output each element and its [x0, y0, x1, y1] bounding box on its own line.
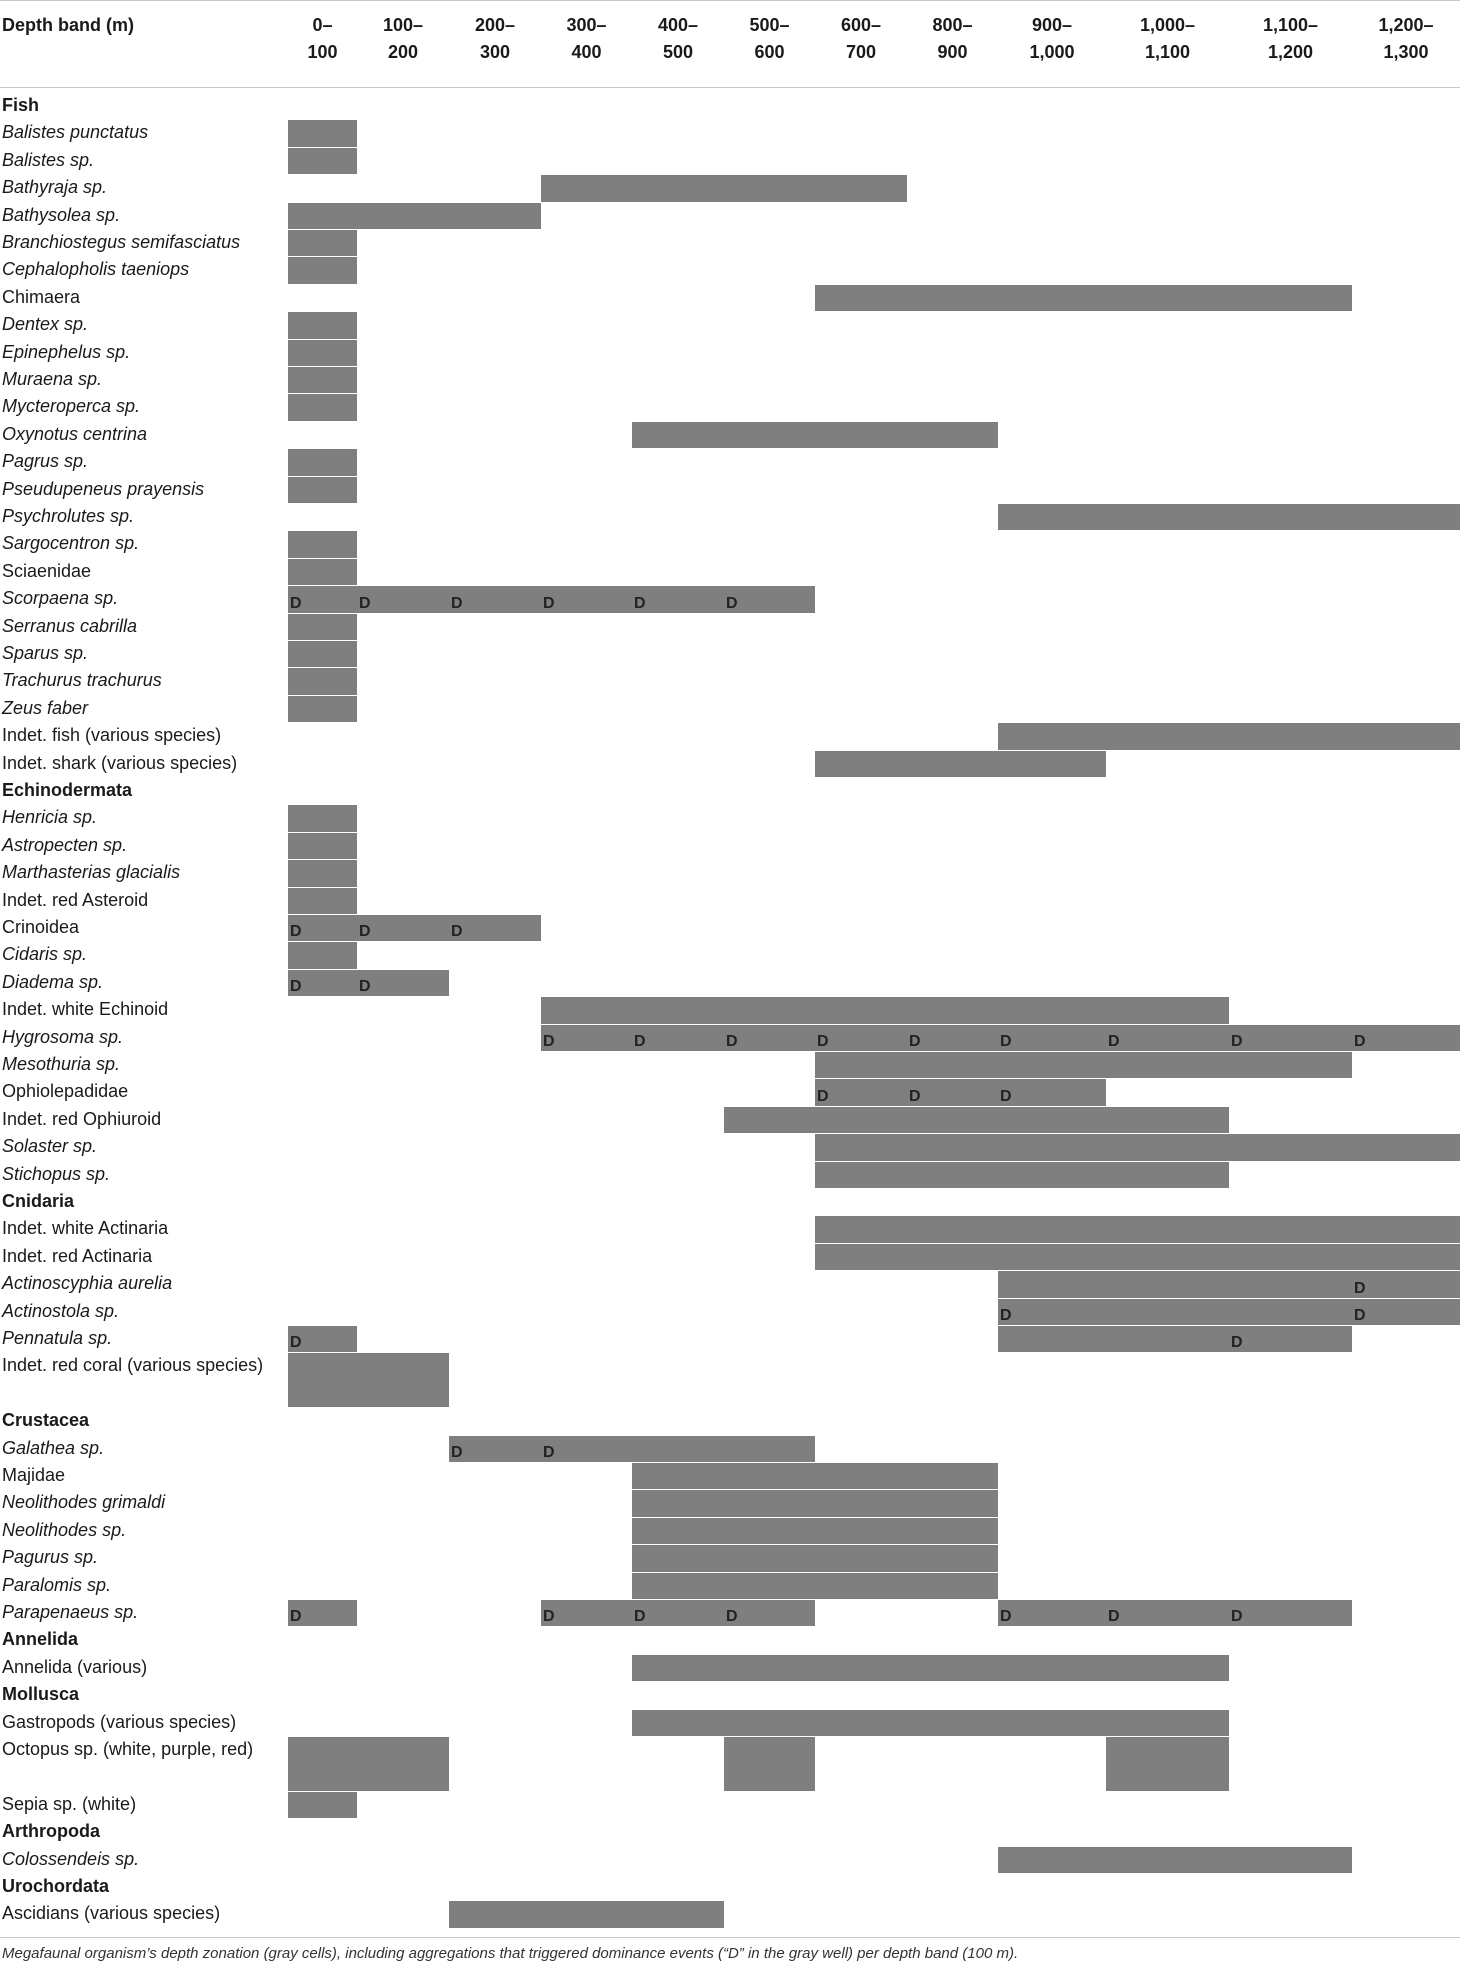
depth-range-cell — [288, 942, 357, 968]
taxon-label: Indet. white Actinaria — [2, 1218, 169, 1239]
dominance-marker: D — [1231, 1608, 1243, 1626]
taxon-label: Pagrus sp. — [2, 451, 89, 472]
dominance-marker: D — [290, 1608, 302, 1626]
taxon-label: Galathea sp. — [2, 1437, 105, 1458]
depth-range-cell — [288, 449, 357, 475]
taxon-label: Henricia sp. — [2, 807, 98, 828]
taxon-label: Dentex sp. — [2, 314, 89, 335]
dominance-marker: D — [451, 594, 463, 612]
dominance-marker: D — [726, 594, 738, 612]
taxon-label: Pagurus sp. — [2, 1547, 99, 1568]
dominance-marker: D — [290, 594, 302, 612]
depth-range-cell — [632, 1573, 998, 1599]
dominance-marker: D — [1354, 1279, 1366, 1297]
taxon-label: Indet. red Asteroid — [2, 889, 149, 910]
taxon-label: Stichopus sp. — [2, 1163, 111, 1184]
dominance-marker: D — [290, 923, 302, 941]
dominance-marker: D — [1108, 1033, 1120, 1050]
taxon-label: Zeus faber — [2, 697, 89, 718]
taxon-label: Gastropods (various species) — [2, 1711, 237, 1732]
depth-range-cell — [998, 504, 1460, 530]
taxon-label: Mesothuria sp. — [2, 1054, 121, 1074]
taxon-label: Indet. white Echinoid — [2, 999, 169, 1020]
dominance-marker: D — [1000, 1087, 1012, 1105]
depth-range-cell — [288, 120, 357, 146]
depth-range-cell — [288, 860, 357, 886]
taxon-label: Indet. red Actinaria — [2, 1245, 153, 1266]
depth-range-cell — [815, 1052, 1352, 1078]
table-top-rule — [0, 0, 1460, 1]
depth-range-cell — [288, 696, 357, 722]
depth-range-cell — [288, 833, 357, 859]
taxon-group-heading: Arthropoda — [2, 1821, 100, 1842]
taxon-label: Octopus sp. (white, purple, red) — [2, 1739, 254, 1759]
depth-range-cell — [449, 1436, 815, 1462]
dominance-marker: D — [1000, 1033, 1012, 1050]
taxon-group-heading: Mollusca — [2, 1684, 80, 1705]
dominance-marker: D — [451, 923, 463, 941]
depth-range-cell — [288, 888, 357, 914]
depth-range-cell — [998, 1271, 1460, 1297]
taxon-label: Indet. red coral (various species) — [2, 1355, 264, 1376]
taxon-label: Actinostola sp. — [2, 1300, 120, 1321]
dominance-marker: D — [359, 923, 371, 941]
dominance-marker: D — [1000, 1608, 1012, 1626]
depth-range-cell — [288, 477, 357, 503]
depth-range-cell — [632, 1463, 998, 1489]
taxon-label: Serranus cabrilla — [2, 615, 138, 636]
taxon-label: Indet. shark (various species) — [2, 752, 238, 773]
depth-range-cell — [632, 1518, 998, 1544]
dominance-marker: D — [1231, 1033, 1243, 1050]
depth-band-header: Depth band (m) — [2, 15, 134, 35]
taxon-label: Ascidians (various species) — [2, 1903, 221, 1924]
dominance-marker: D — [726, 1608, 738, 1626]
dominance-marker: D — [359, 594, 371, 612]
taxon-label: Ophiolepadidae — [2, 1081, 129, 1102]
depth-band-header-6: 500– 600 — [749, 15, 790, 62]
taxon-group-heading: Echinodermata — [2, 780, 133, 800]
taxon-label: Mycteroperca sp. — [2, 396, 141, 417]
depth-range-cell — [815, 1216, 1460, 1242]
depth-band-header-3: 200– 300 — [474, 15, 516, 62]
dominance-marker: D — [634, 1608, 646, 1626]
depth-range-cell — [288, 614, 357, 640]
dominance-marker: D — [817, 1033, 829, 1050]
taxon-group-heading: Fish — [2, 95, 40, 115]
dominance-marker: D — [909, 1033, 921, 1050]
taxon-label: Bathysolea sp. — [2, 204, 121, 225]
bottom-rule — [0, 1937, 1460, 1938]
depth-range-cell — [815, 751, 1106, 777]
taxon-label: Hygrosoma sp. — [2, 1026, 124, 1047]
depth-range-cell — [541, 175, 907, 201]
dominance-marker: D — [543, 1608, 555, 1626]
dominance-marker: D — [451, 1444, 463, 1461]
taxon-label: Diadema sp. — [2, 971, 104, 992]
depth-band-header-8: 800– 900 — [932, 15, 973, 62]
taxon-label: Colossendeis sp. — [2, 1848, 140, 1869]
taxon-label: Sciaenidae — [2, 560, 92, 581]
depth-range-cell — [815, 1079, 1106, 1105]
table-caption: Megafaunal organism’s depth zonation (gray cells), including aggregations that triggered dominance events (“D” in the gray well) per depth band (100 m). — [2, 1945, 1019, 1962]
dominance-marker: D — [543, 1033, 555, 1050]
dominance-marker: D — [634, 1033, 646, 1050]
depth-range-cell — [288, 148, 357, 174]
depth-range-cell — [541, 997, 1229, 1023]
taxon-label: Sparus sp. — [2, 643, 89, 663]
depth-band-header-7: 600– 700 — [840, 15, 882, 62]
taxon-label: Chimaera — [2, 286, 81, 307]
dominance-marker: D — [1354, 1307, 1366, 1324]
dominance-marker: D — [1000, 1307, 1012, 1324]
depth-range-cell — [288, 257, 357, 283]
depth-range-cell — [724, 1737, 815, 1791]
depth-range-cell — [288, 1353, 449, 1407]
taxon-label: Epinephelus sp. — [2, 341, 131, 362]
taxon-label: Sargocentron sp. — [2, 533, 140, 554]
taxon-label: Sepia sp. (white) — [2, 1793, 137, 1814]
depth-range-cell — [998, 1299, 1460, 1325]
depth-range-cell — [998, 1847, 1352, 1873]
depth-range-cell — [632, 1655, 1229, 1681]
depth-range-cell — [288, 641, 357, 667]
taxon-group-heading: Crustacea — [2, 1410, 90, 1431]
depth-band-header-5: 400– 500 — [657, 15, 699, 62]
depth-range-cell — [632, 1490, 998, 1516]
taxon-group-heading: Urochordata — [2, 1876, 110, 1896]
taxon-group-heading: Annelida — [2, 1629, 79, 1650]
taxon-label: Scorpaena sp. — [2, 588, 119, 609]
depth-range-cell — [288, 367, 357, 393]
depth-range-cell — [288, 531, 357, 557]
taxon-label: Balistes sp. — [2, 149, 95, 170]
taxon-label: Pennatula sp. — [2, 1328, 113, 1348]
depth-band-header-1: 0– 100 — [307, 15, 338, 62]
dominance-marker: D — [909, 1087, 921, 1105]
taxon-label: Crinoidea — [2, 917, 80, 937]
taxon-label: Bathyraja sp. — [2, 177, 108, 198]
depth-range-cell — [288, 203, 541, 229]
depth-band-header-4: 300– 400 — [566, 15, 607, 62]
depth-band-header-11: 1,100– 1,200 — [1262, 15, 1319, 62]
taxon-label: Majidae — [2, 1465, 66, 1485]
depth-range-cell — [288, 230, 357, 256]
taxon-label: Cephalopholis taeniops — [2, 259, 190, 280]
taxon-label: Astropecten sp. — [2, 834, 128, 855]
depth-range-cell — [288, 312, 357, 338]
depth-range-cell — [724, 1107, 1229, 1133]
taxon-label: Paralomis sp. — [2, 1574, 112, 1595]
taxon-label: Balistes punctatus — [2, 122, 149, 143]
depth-range-cell — [815, 285, 1352, 311]
dominance-marker: D — [1354, 1033, 1366, 1050]
taxon-label: Parapenaeus sp. — [2, 1602, 139, 1622]
taxon-label: Marthasterias glacialis — [2, 862, 181, 883]
taxon-label: Pseudupeneus prayensis — [2, 478, 205, 499]
depth-range-cell — [288, 340, 357, 366]
taxon-label: Annelida (various) — [2, 1656, 148, 1677]
depth-range-cell — [998, 1600, 1352, 1626]
depth-band-header-2: 100– 200 — [382, 15, 424, 62]
depth-range-cell — [288, 1792, 357, 1818]
depth-range-cell — [288, 668, 357, 694]
depth-band-header-12: 1,200– 1,300 — [1378, 15, 1434, 62]
taxon-label: Indet. red Ophiuroid — [2, 1108, 162, 1129]
taxon-label: Psychrolutes sp. — [2, 506, 135, 526]
depth-range-cell — [541, 1600, 815, 1626]
depth-range-cell — [288, 559, 357, 585]
depth-range-cell — [288, 915, 541, 941]
dominance-marker: D — [1108, 1608, 1120, 1626]
taxon-label: Branchiostegus semifasciatus — [2, 232, 241, 252]
depth-range-cell — [815, 1244, 1460, 1270]
dominance-marker: D — [817, 1087, 829, 1105]
dominance-marker: D — [1231, 1334, 1243, 1352]
depth-band-header-9: 900– 1,000 — [1029, 15, 1075, 62]
depth-range-cell — [998, 723, 1460, 749]
dominance-marker: D — [634, 594, 646, 612]
depth-range-cell — [815, 1134, 1460, 1160]
depth-range-cell — [632, 1545, 998, 1571]
dominance-marker: D — [726, 1033, 738, 1050]
dominance-marker: D — [543, 1444, 555, 1461]
depth-range-cell — [288, 805, 357, 831]
depth-range-cell — [632, 422, 998, 448]
depth-range-cell — [288, 394, 357, 420]
depth-range-cell — [449, 1901, 724, 1927]
taxon-label: Actinoscyphia aurelia — [2, 1273, 173, 1294]
taxon-group-heading: Cnidaria — [2, 1191, 75, 1211]
taxon-label: Solaster sp. — [2, 1136, 98, 1157]
dominance-marker: D — [359, 978, 371, 996]
depth-range-cell — [288, 1737, 449, 1791]
depth-range-cell — [1106, 1737, 1229, 1791]
depth-band-header-10: 1,000– 1,100 — [1139, 15, 1196, 62]
depth-range-cell — [815, 1162, 1229, 1188]
taxon-label: Muraena sp. — [2, 369, 103, 389]
taxon-label: Neolithodes sp. — [2, 1519, 127, 1540]
header-rule — [0, 87, 1460, 88]
taxon-label: Cidaris sp. — [2, 944, 88, 965]
depth-range-cell — [632, 1710, 1229, 1736]
depth-range-cell — [998, 1326, 1352, 1352]
taxon-label: Oxynotus centrina — [2, 423, 148, 444]
taxon-label: Trachurus trachurus — [2, 670, 162, 691]
taxon-label: Neolithodes grimaldi — [2, 1492, 166, 1513]
dominance-marker: D — [290, 1334, 302, 1352]
dominance-marker: D — [290, 978, 302, 996]
taxon-label: Indet. fish (various species) — [2, 725, 222, 746]
dominance-marker: D — [543, 594, 555, 612]
